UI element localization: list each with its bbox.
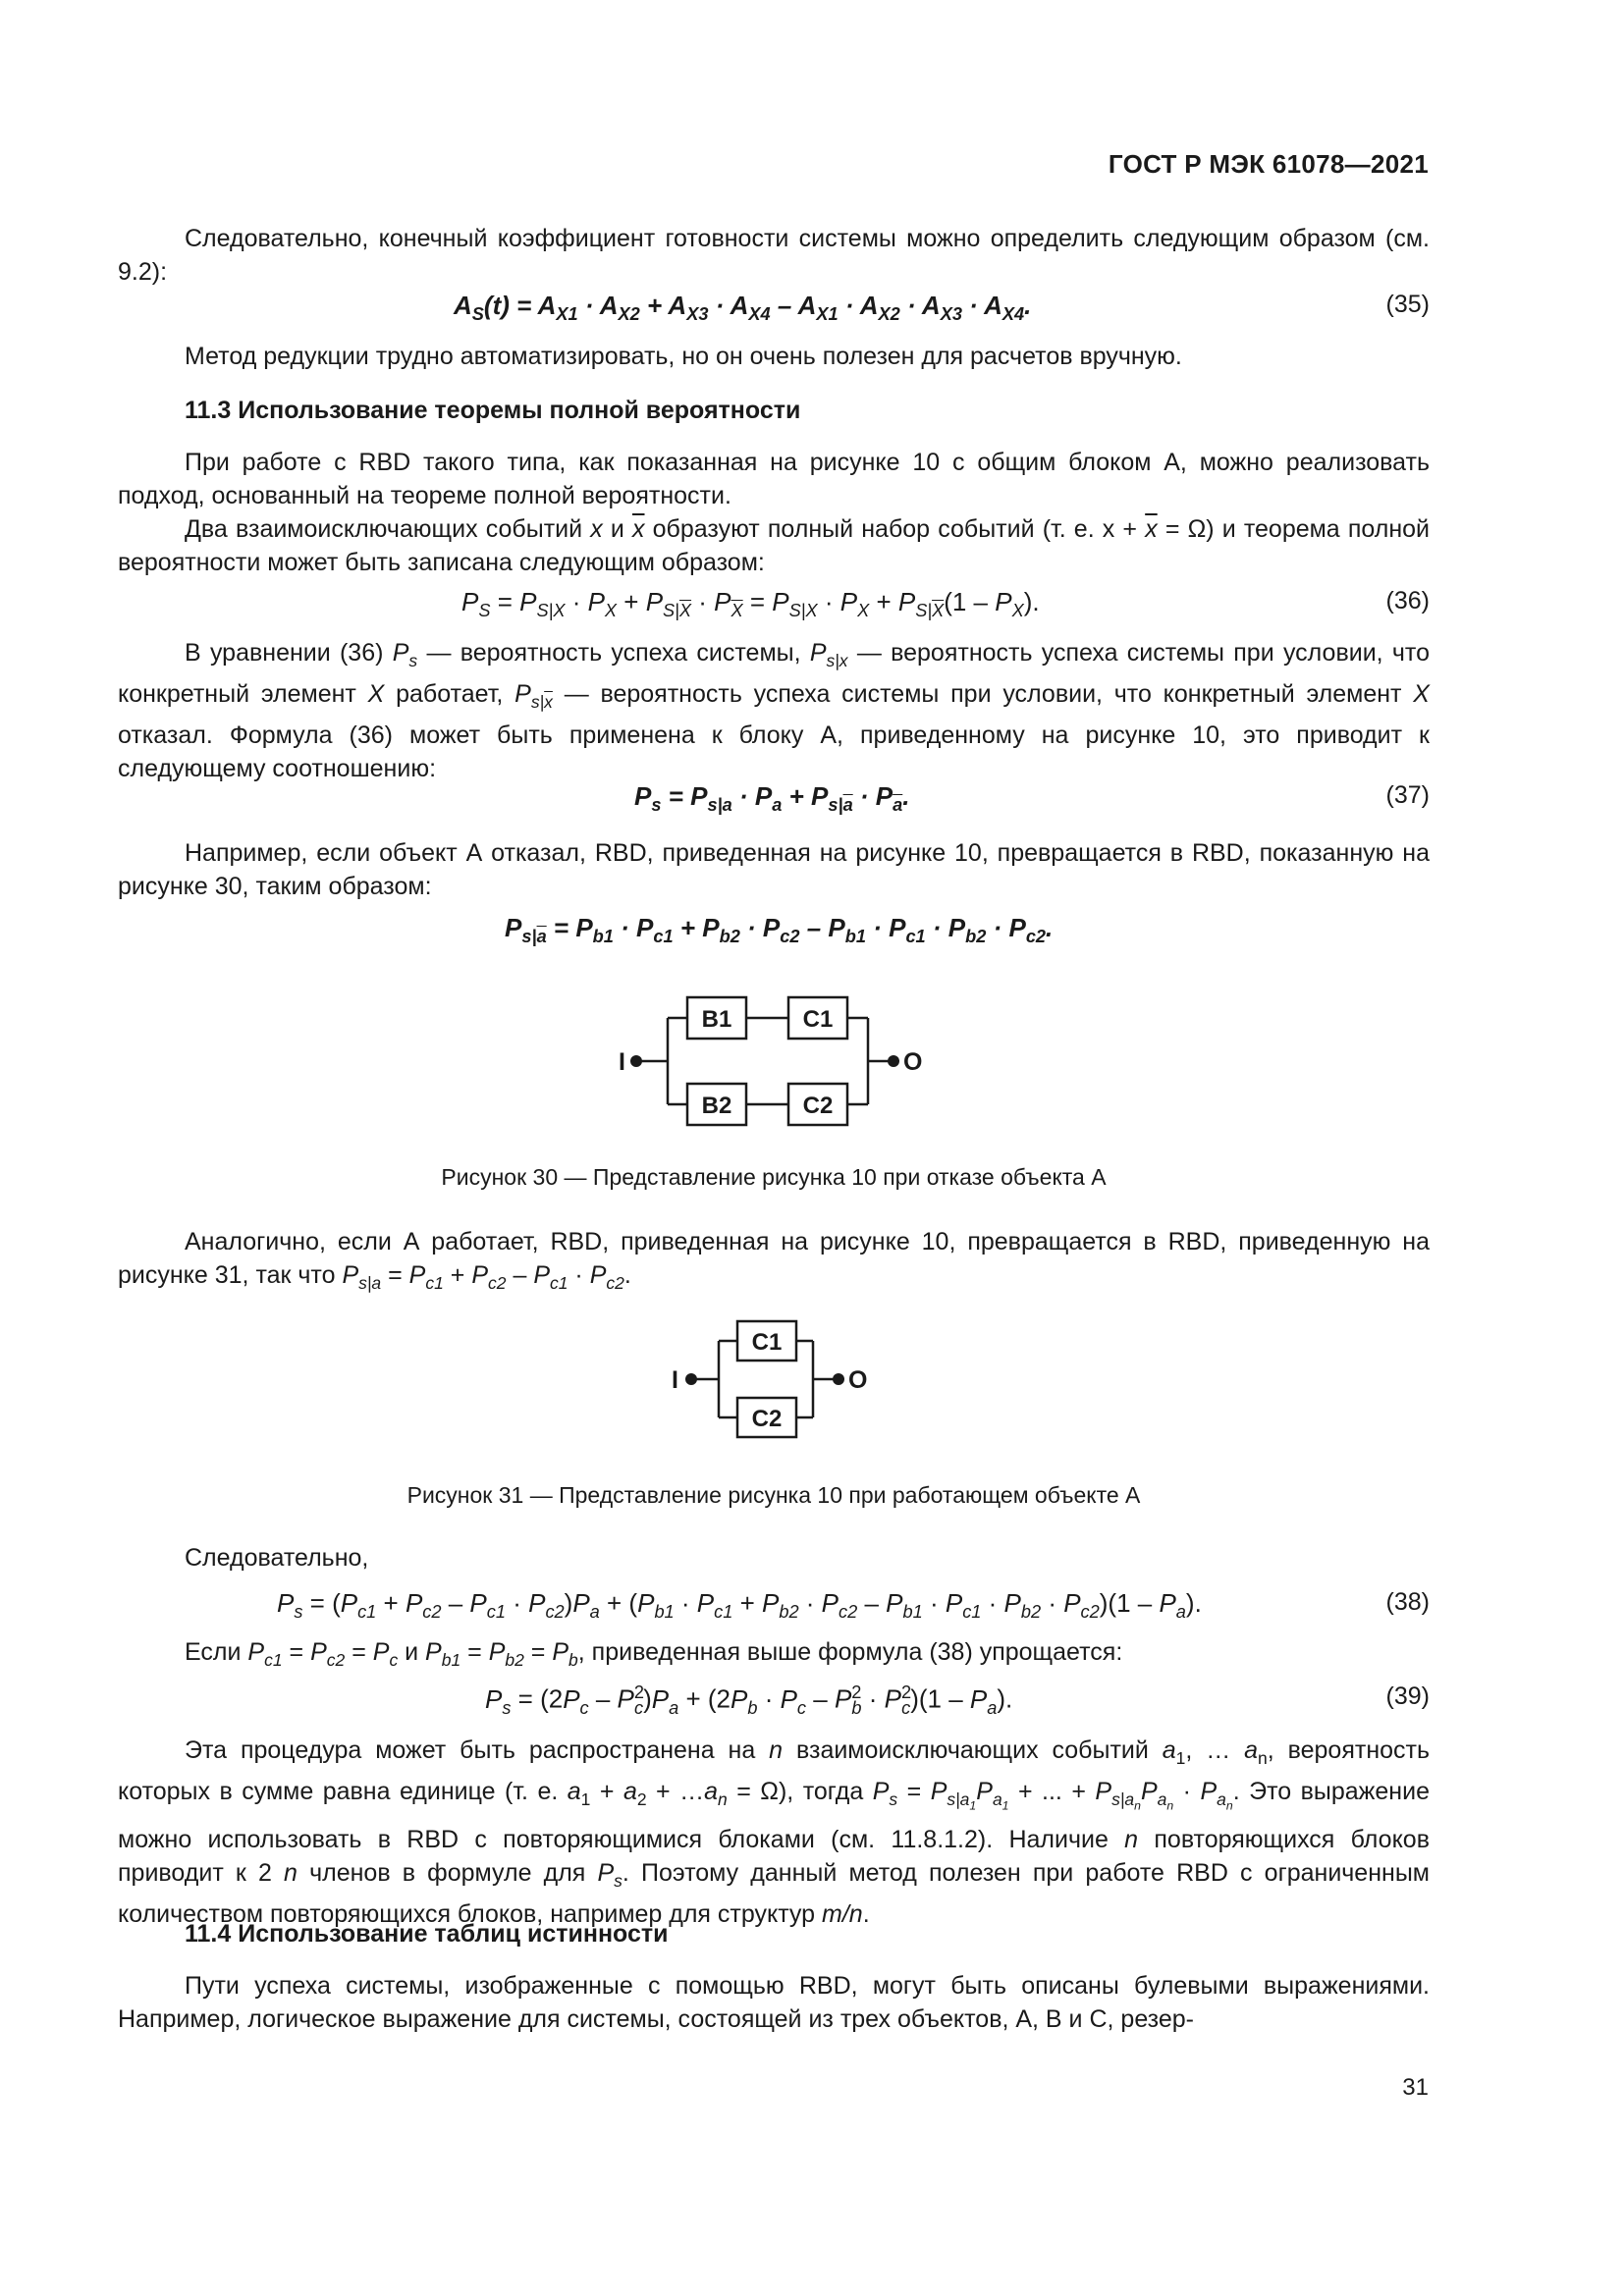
figure-30-diagram — [609, 988, 943, 1135]
paragraph-events: Два взаимоисключающих событий x и $\overline{x}$ образуют полный набор событий (т. е. $x + \overline{x} = \Omega$) и теорема полной вероятности может быть записана следующим образом: — [118, 515, 1431, 576]
block-label: C1 — [751, 1329, 783, 1356]
input-label: I — [619, 1048, 625, 1076]
block-c2 — [788, 1084, 847, 1125]
paragraph-rbd-common-block: При работе с RBD такого типа, как показанная на рисунке 10 с общим блоком А, можно реализовать подход, основанный на теореме полной вероятности. — [118, 449, 1430, 509]
input-label: I — [672, 1366, 678, 1394]
equation-number: (39) — [1385, 1682, 1430, 1710]
input-node — [685, 1373, 697, 1385]
equation-36: $P_S = P_{S|X} \cdot P_X + P_{S|\overline{X}} \cdot P_{\overline{X}} = P_{S|X} \cdot P_X + P_{S|\overline{X}}(1 - P_X)$. (36) — [461, 587, 1430, 621]
heading-11-3: 11.3 Использование теоремы полной вероятности — [185, 397, 801, 424]
equation-38: $P_s = (P_{c1} + P_{c2} - P_{c1} \cdot P_{c2})P_a + (P_{b1} \cdot P_{c1} + P_{b2} \cdot P_{c2} - P_{b1} \cdot P_{c1} \cdot P_{b2} \cdot P_{c2})(1 - P_a)$. (38) — [277, 1588, 1430, 1623]
block-label: B1 — [701, 1006, 732, 1033]
output-label: O — [848, 1366, 868, 1394]
equation-35: $A_S(t) = A_{X1} \cdot A_{X2} + A_{X3} \cdot A_{X4} - A_{X1} \cdot A_{X2} \cdot A_{X3} \cdot A_{X4}$. (35) — [454, 291, 1430, 325]
paragraph-procedure-extension: Эта процедура может быть распространена на n взаимоисключающих событий $a_1$, … $a_n$, вероятность которых в сумме равна единице (т. е. $a_1 + a_2$ + $\dots a_n = \Omega$), тогда $P_s = P_{s|a_1}P_{a_1}$ + ... + $P_{s|a_n}P_{a_n} \cdot P_{a_n}$. Это выражение можно использовать в RBD с повторяющимися блоками (см. 11.8.1.2). Наличие n повторяющихся блоков приводит к 2 n членов в формуле для $P_s$. Поэтому данный метод полезен при работе RBD с ограниченным количеством повторяющихся блоков, например для структур m/n. — [118, 1736, 1431, 1928]
standard-header: ГОСТ Р МЭК 61078—2021 — [1108, 149, 1429, 179]
block-label: C1 — [802, 1006, 834, 1033]
equation-number: (35) — [1385, 291, 1430, 318]
input-node — [630, 1055, 642, 1067]
block-c1 — [737, 1321, 796, 1361]
block-b2 — [687, 1084, 746, 1125]
output-node — [888, 1055, 899, 1067]
paragraph-equation-36-explanation: В уравнении (36) $P_s$ — вероятность успеха системы, $P_{s|x}$ — вероятность успеха системы при условии, что конкретный элемент X работает, $P_{s|\overline{x}}$ — вероятность успеха системы при условии, что конкретный элемент X отказал. Формула (36) может быть применена к блоку А, приведенному на рисунке 10, это приводит к следующему соотношению: — [118, 639, 1430, 782]
equation-39: $P_s = (2P_c - P^2_c)P_a + (2P_b \cdot P_c - P^2_b \cdot P^2_c)(1 - P_a)$. (39) — [485, 1682, 1430, 1718]
block-c1 — [788, 997, 847, 1039]
paragraph-therefore: Следовательно, — [185, 1544, 369, 1572]
equation-number: (36) — [1385, 587, 1430, 614]
equation-number: (38) — [1385, 1588, 1430, 1616]
equation-37: $P_s = P_{s|a} \cdot P_a + P_{s|\overline{a}} \cdot P_{\overline{a}}$. (37) — [634, 781, 1430, 816]
paragraph-simplification: Если $P_{c1} = P_{c2} = P_c$ и $P_{b1} = P_{b2} = P_b$, приведенная выше формула (38) упрощается: — [185, 1638, 1123, 1670]
block-label: B2 — [701, 1093, 732, 1119]
paragraph-availability: Следовательно, конечный коэффициент готовности системы можно определить следующим образом (см. 9.2): — [118, 225, 1430, 286]
paragraph-success-paths: Пути успеха системы, изображенные с помощью RBD, могут быть описаны булевыми выражениями. Например, логическое выражение для системы, состоящей из трех объектов, А, В и С, резер- — [118, 1972, 1430, 2033]
block-label: C2 — [802, 1093, 834, 1119]
heading-11-4: 11.4 Использование таблиц истинности — [185, 1920, 669, 1948]
output-node — [833, 1373, 844, 1385]
block-label: C2 — [751, 1406, 783, 1432]
paragraph-object-a-works: Аналогично, если А работает, RBD, приведенная на рисунке 10, превращается в RBD, приведенную на рисунке 31, так что $P_{s|a} = P_{c1} + P_{c2} - P_{c1} \cdot P_{c2}$. — [118, 1228, 1430, 1293]
equation-figure30: $P_{s|\overline{a}} = P_{b1} \cdot P_{c1} + P_{b2} \cdot P_{c2} - P_{b1} \cdot P_{c1} \cdot P_{b2} \cdot P_{c2}$. — [505, 913, 1054, 947]
figure-30-caption: Рисунок 30 — Представление рисунка 10 при отказе объекта А — [441, 1164, 1107, 1190]
block-c2 — [737, 1398, 796, 1437]
paragraph-object-a-failed: Например, если объект А отказал, RBD, приведенная на рисунке 10, превращается в RBD, показанную на рисунке 30, таким образом: — [118, 839, 1430, 900]
page-number: 31 — [1402, 2074, 1429, 2101]
figure-31-diagram — [664, 1317, 899, 1455]
equation-number: (37) — [1385, 781, 1430, 809]
block-b1 — [687, 997, 746, 1039]
paragraph-reduction: Метод редукции трудно автоматизировать, но он очень полезен для расчетов вручную. — [185, 343, 1182, 370]
figure-31-caption: Рисунок 31 — Представление рисунка 10 при работающем объекте А — [406, 1482, 1141, 1508]
output-label: O — [903, 1048, 923, 1076]
